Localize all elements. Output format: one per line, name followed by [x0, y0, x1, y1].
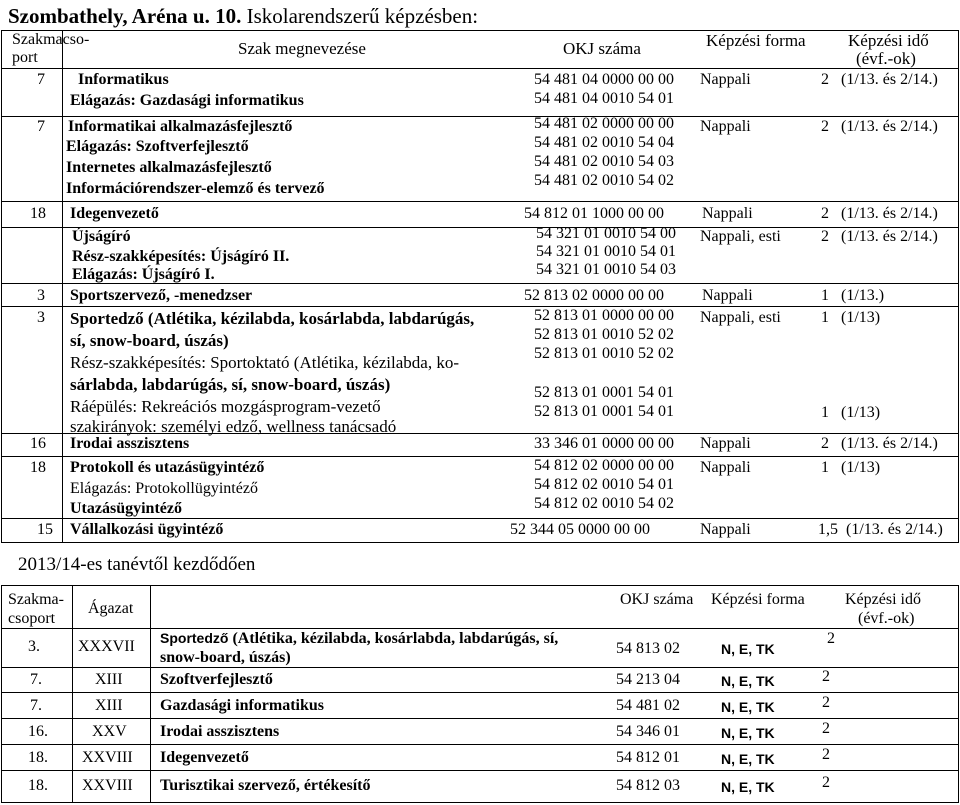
row-branch: Elágazás: Gazdasági informatikus — [70, 92, 304, 109]
row-time: 2 — [822, 668, 830, 685]
row-group: 7 — [37, 71, 45, 88]
row-specialization: szakirányok: személyi edző, wellness tanácsadó — [70, 417, 397, 436]
row-okj: 54 346 01 — [616, 723, 680, 740]
row-branch: Rész-szakképesítés: Sportoktató (Atlétika, kézilabda, ko- — [70, 353, 459, 372]
header-group-line1: Szakmacso- — [12, 31, 90, 48]
row-form: N, E, TK — [721, 699, 775, 715]
row-form: Nappali — [702, 287, 753, 304]
row-group: 3 — [37, 287, 45, 304]
row-sector: XXV — [92, 723, 127, 740]
row-code: 54 321 01 0010 54 00 — [536, 225, 676, 242]
row-form: Nappali, esti — [700, 228, 781, 245]
row-addon: Ráépülés: Rekreációs mozgásprogram-vezető — [70, 397, 381, 416]
row-form: Nappali — [700, 71, 751, 88]
row-group: 18. — [28, 749, 48, 766]
row-branch: Elágazás: Újságíró I. — [72, 266, 215, 283]
row-time: 2 — [822, 694, 830, 711]
row-group: 3. — [28, 638, 40, 655]
row-time: 2 — [822, 720, 830, 737]
row-form: Nappali — [700, 435, 751, 452]
row-name: Sportszervező, -menedzser — [70, 287, 253, 304]
row-group: 18. — [28, 777, 48, 794]
row-name: Turisztikai szervező, értékesítő — [160, 777, 371, 794]
row-time: 1 (1/13) — [821, 404, 881, 421]
row-name: Protokoll és utazásügyintéző — [70, 459, 265, 476]
row-okj: 54 812 03 — [616, 777, 680, 794]
header-group-line2: port — [12, 49, 38, 66]
row-code: 54 812 02 0010 54 02 — [534, 495, 674, 512]
row-name — [160, 630, 558, 648]
header-group-line2: csoport — [8, 610, 56, 627]
row-name-rest: (Atlétika, kézilabda, kosárlabda, labdarúgás, sí, — [228, 630, 559, 647]
row-branch: Elágazás: Protokollügyintéző — [70, 480, 258, 497]
header-form: Képzési forma — [706, 31, 806, 50]
row-code: 54 812 02 0010 54 01 — [534, 476, 674, 493]
row-time: 2 — [827, 630, 835, 647]
row-code: 52 813 01 0010 52 02 — [534, 326, 674, 343]
row-code: 54 481 04 0000 00 00 — [534, 71, 674, 88]
header-time-line2: (évf.-ok) — [858, 610, 915, 627]
row-time: 1 (1/13.) — [821, 287, 885, 304]
row-code: 52 813 02 0000 00 00 — [524, 287, 664, 304]
row-group: 7 — [37, 118, 45, 135]
row-name: Sportedző (Atlétika, kézilabda, kosárlabda, labdarúgás, — [70, 309, 475, 328]
header-group-line1: Szakma- — [8, 591, 64, 608]
row-form: N, E, TK — [721, 751, 775, 767]
row-name: Idegenvezető — [70, 205, 159, 222]
row-branch: Internetes alkalmazásfejlesztő — [66, 159, 272, 176]
row-group: 18 — [30, 459, 46, 476]
row-code: 52 813 01 0001 54 01 — [534, 384, 674, 401]
row-name: Gazdasági informatikus — [160, 697, 325, 714]
row-name-cont: sí, snow-board, úszás) — [70, 331, 229, 350]
row-sector: XIII — [95, 671, 123, 688]
row-branch-cont: sárlabda, labdarúgás, sí, snow-board, úszás) — [70, 375, 391, 394]
row-code: 52 813 01 0010 52 02 — [534, 345, 674, 362]
row-branch: Utazásügyintéző — [70, 500, 182, 517]
row-form: N, E, TK — [721, 673, 775, 689]
row-form: N, E, TK — [721, 725, 775, 741]
row-code: 54 481 02 0000 00 00 — [534, 115, 674, 132]
row-form: Nappali, esti — [700, 309, 781, 326]
row-name: Vállalkozási ügyintéző — [70, 521, 224, 538]
row-okj: 54 213 04 — [616, 671, 680, 688]
row-group: 18 — [30, 205, 46, 222]
row-time: 1,5 (1/13. és 2/14.) — [818, 521, 943, 538]
row-name: Irodai asszisztens — [70, 435, 190, 452]
row-code: 54 812 02 0000 00 00 — [534, 457, 674, 474]
row-group: 16. — [28, 723, 48, 740]
row-code: 54 812 01 1000 00 00 — [524, 205, 664, 222]
row-name-bold: Sportedző — [160, 630, 229, 646]
row-time: 1 (1/13) — [821, 459, 881, 476]
row-name: Idegenvezető — [160, 749, 249, 766]
row-form: Nappali — [700, 459, 751, 476]
row-group: 16 — [30, 435, 46, 452]
row-code: 54 481 02 0010 54 03 — [534, 153, 674, 170]
header-time-line1: Képzési idő — [848, 31, 929, 50]
row-branch: Információrendszer-elemző és tervező — [66, 180, 325, 197]
row-code: 33 346 01 0000 00 00 — [534, 435, 674, 452]
row-time: 2 (1/13. és 2/14.) — [821, 205, 938, 222]
row-code: 54 481 02 0010 54 02 — [534, 172, 674, 189]
header-sector: Ágazat — [88, 600, 134, 617]
row-okj: 54 812 01 — [616, 749, 680, 766]
row-form: Nappali — [700, 521, 751, 538]
row-time: 2 (1/13. és 2/14.) — [821, 118, 938, 135]
row-form: Nappali — [700, 118, 751, 135]
row-code: 52 813 01 0001 54 01 — [534, 403, 674, 420]
row-time: 2 — [822, 746, 830, 763]
row-sector: XXXVII — [78, 638, 135, 655]
row-code: 54 481 04 0010 54 01 — [534, 90, 674, 107]
header-time-line2: (évf.-ok) — [856, 49, 916, 68]
title-city: Szombathely, Aréna u. 10. — [8, 4, 242, 28]
row-name: Informatikus — [78, 71, 169, 88]
row-name: Informatikai alkalmazásfejlesztő — [68, 118, 293, 135]
section-title: 2013/14-es tanévtől kezdődően — [18, 554, 256, 575]
header-okj: OKJ száma — [620, 591, 694, 608]
row-form: N, E, TK — [721, 641, 775, 657]
row-form: N, E, TK — [721, 779, 775, 795]
title-rest: Iskolarendszerű képzésben: — [246, 4, 479, 28]
row-name: Irodai asszisztens — [160, 723, 280, 740]
row-name: Újságíró — [72, 228, 131, 245]
row-time: 2 — [822, 774, 830, 791]
row-branch: Elágazás: Szoftverfejlesztő — [66, 138, 249, 155]
row-okj: 54 481 02 — [616, 697, 680, 714]
row-group: 15 — [37, 521, 53, 538]
row-code: 52 813 01 0000 00 00 — [534, 307, 674, 324]
row-code: 54 321 01 0010 54 03 — [536, 261, 676, 278]
row-time: 1 (1/13) — [821, 309, 881, 326]
row-group: 7. — [30, 697, 42, 714]
row-group: 3 — [37, 309, 45, 326]
row-sector: XIII — [95, 697, 123, 714]
row-branch: Rész-szakképesítés: Újságíró II. — [72, 248, 290, 265]
row-sector: XXVIII — [82, 777, 133, 794]
row-name-cont: snow-board, úszás) — [160, 649, 291, 666]
row-name: Szoftverfejlesztő — [160, 671, 273, 688]
row-code: 54 481 02 0010 54 04 — [534, 134, 674, 151]
row-time: 2 (1/13. és 2/14.) — [821, 228, 938, 245]
row-time: 2 (1/13. és 2/14.) — [821, 71, 938, 88]
row-form: Nappali — [702, 205, 753, 222]
row-time: 2 (1/13. és 2/14.) — [821, 435, 938, 452]
row-sector: XXVIII — [82, 749, 133, 766]
row-code: 52 344 05 0000 00 00 — [510, 521, 650, 538]
header-form: Képzési forma — [711, 591, 805, 608]
row-okj: 54 813 02 — [616, 640, 680, 657]
header-time-line1: Képzési idő — [845, 591, 921, 608]
row-code: 54 321 01 0010 54 01 — [536, 243, 676, 260]
header-okj: OKJ száma — [563, 39, 641, 58]
row-group: 7. — [30, 671, 42, 688]
header-name: Szak megnevezése — [238, 39, 366, 58]
